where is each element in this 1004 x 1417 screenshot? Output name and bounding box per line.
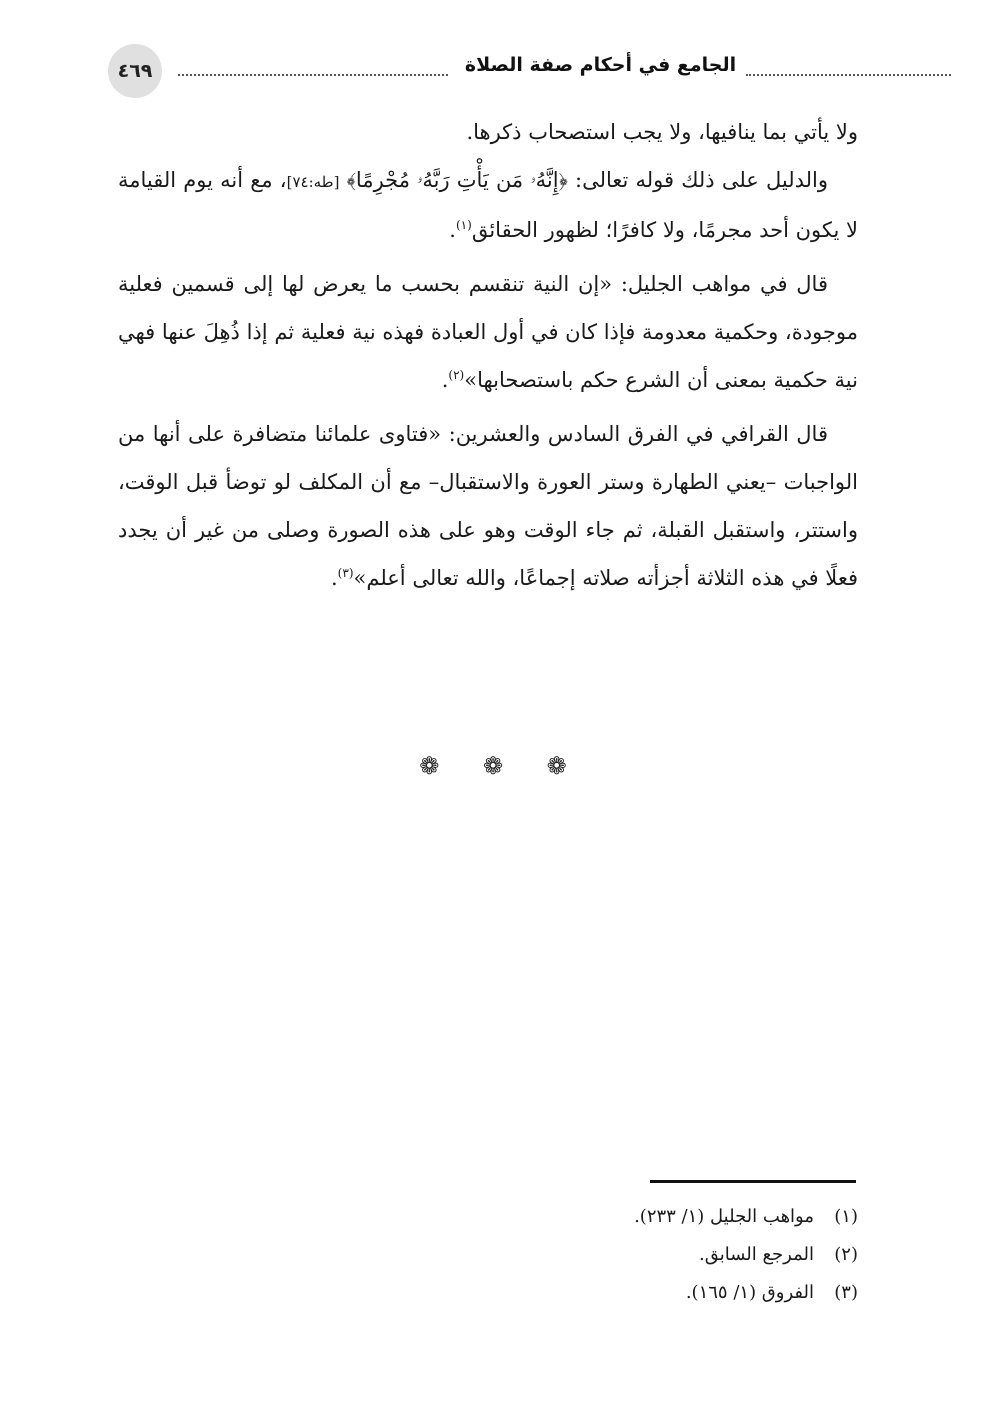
page-header [108,44,858,98]
footnote-item [400,1274,858,1312]
running-title: الجامع في أحكام صفة الصلاة [464,54,737,76]
footnote-ref-2[interactable]: (٢) [448,368,465,382]
paragraph-1: ولا يأتي بما ينافيها، ولا يجب استصحاب ذكرها. [466,120,858,144]
footnote-text: المرجع السابق. [698,1244,814,1265]
footnotes [400,1198,858,1312]
footnote-number: (١) [834,1206,858,1227]
paragraph-2-start: والدليل على ذلك قوله تعالى: [567,168,829,192]
header-dotted-line-left [178,74,448,76]
paragraph-4 [118,410,858,602]
sura-reference: [طه:٧٤] [286,173,340,191]
footnote-item [400,1198,858,1236]
paragraph-3 [118,260,858,404]
section-separator: ❁ ❁ ❁ [419,752,585,780]
quran-verse: ﴿إِنَّهُۥ مَن يَأْتِ رَبَّهُۥ مُجْرِمًا﴾ [346,168,568,192]
footnote-number: (٣) [834,1282,858,1303]
paragraph-3-tail: . [441,368,449,392]
footnote-divider [650,1180,856,1183]
paragraph-2-tail: . [449,218,456,242]
footnote-text: مواهب الجليل (١/ ٢٣٣). [634,1206,814,1227]
footnote-item [400,1236,858,1274]
footnote-ref-3[interactable]: (٣) [337,566,354,580]
page-number: ٤٦٩ [108,44,162,98]
paragraph-4-text: قال القرافي في الفرق السادس والعشرين: «فتاوى علمائنا متضافرة على أنها من الواجبات –يعني الطهارة وستر العورة والاستقبال– مع أن المكلف لو توضأ قبل الوقت، واستتر، واستقبل القبلة، ثم جاء الوقت وهو على هذه الصورة وصلى من غير أن يجدد فعلًا في هذه الثلاثة أجزأته صلاته إجماعًا، والله تعالى أعلم» [118,422,858,590]
header-dotted-line-right [746,74,951,76]
footnote-number: (٢) [834,1244,858,1265]
paragraph-4-tail: . [330,566,338,590]
main-text [118,108,858,602]
paragraph-2-end: ، مع أنه يوم القيامة لا يكون أحد مجرمًا، ولا كافرًا؛ لظهور الحقائق [118,168,858,242]
paragraph-2 [118,156,858,254]
paragraph-3-text: قال في مواهب الجليل: «إن النية تنقسم بحسب ما يعرض لها إلى قسمين فعلية موجودة، وحكمية معدومة فإذا كان في أول العبادة فهذه نية فعلية ثم إذا ذُهِلَ عنها فهي نية حكمية بمعنى أن الشرع حكم باستصحابها» [118,272,858,392]
footnote-text: الفروق (١/ ١٦٥). [685,1282,814,1303]
footnote-ref-1[interactable]: (١) [455,218,472,232]
